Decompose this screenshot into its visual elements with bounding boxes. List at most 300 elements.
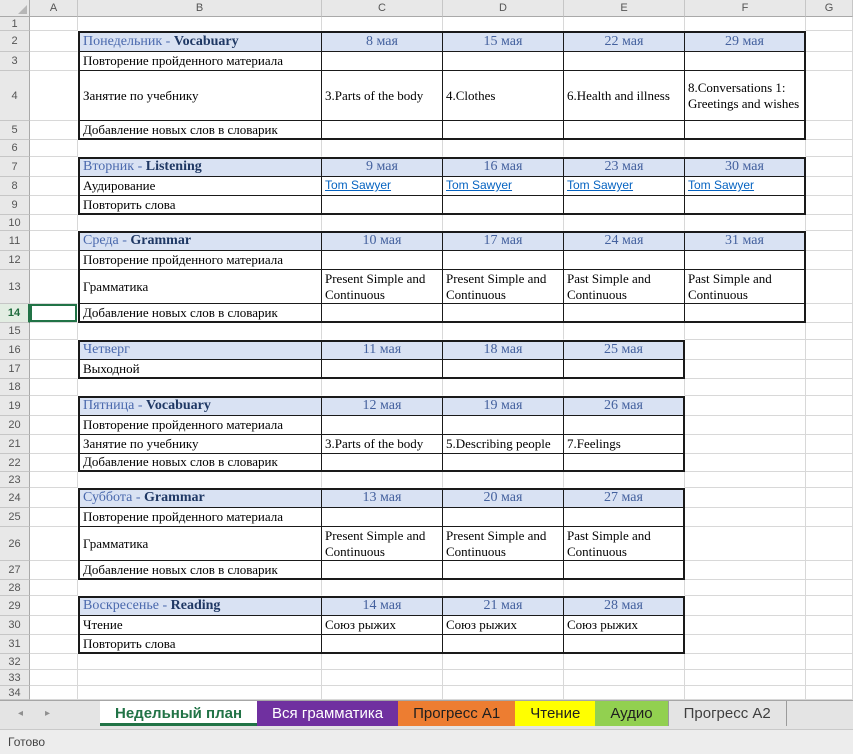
day-title: Пятница: [83, 398, 135, 414]
cell-C17[interactable]: [322, 360, 443, 379]
cell-G33[interactable]: [806, 670, 853, 686]
day-title: Четверг: [83, 342, 130, 358]
task-value-cell[interactable]: 4.Clothes: [443, 71, 564, 121]
cell-B32[interactable]: [78, 654, 322, 670]
tom-sawyer-link[interactable]: Tom Sawyer: [567, 178, 634, 193]
task-value-cell[interactable]: Past Simple and Continuous: [685, 270, 806, 304]
column-header-E[interactable]: E: [564, 0, 685, 17]
cell-F6[interactable]: [685, 140, 806, 157]
cell-A26[interactable]: [30, 527, 78, 561]
cell-E18[interactable]: [564, 379, 685, 396]
row-header-15[interactable]: 15: [0, 323, 30, 340]
row-header-5[interactable]: 5: [0, 121, 30, 140]
cell-A12[interactable]: [30, 251, 78, 270]
cell-A29[interactable]: [30, 596, 78, 616]
cell-D34[interactable]: [443, 686, 564, 700]
cell-F28[interactable]: [685, 580, 806, 596]
tom-sawyer-link[interactable]: Tom Sawyer: [325, 178, 392, 193]
date-header-cell[interactable]: 8 мая: [322, 31, 443, 52]
task-value-cell[interactable]: Союз рыжих: [322, 616, 443, 635]
cell-G15[interactable]: [806, 323, 853, 340]
row-header-4[interactable]: 4: [0, 71, 30, 121]
cell-G13[interactable]: [806, 270, 853, 304]
cell-D20[interactable]: [443, 416, 564, 435]
cell-A8[interactable]: [30, 177, 78, 196]
cell-A4[interactable]: [30, 71, 78, 121]
date-header-cell[interactable]: 16 мая: [443, 157, 564, 177]
date-header-cell[interactable]: 21 мая: [443, 596, 564, 616]
cell-F5[interactable]: [685, 121, 806, 140]
cell-E22[interactable]: [564, 454, 685, 472]
row-header-8[interactable]: 8: [0, 177, 30, 196]
cell-G19[interactable]: [806, 396, 853, 416]
date-header-cell[interactable]: 19 мая: [443, 396, 564, 416]
task-label-cell[interactable]: Повторение пройденного материала: [78, 52, 322, 71]
cell-G26[interactable]: [806, 527, 853, 561]
cell-A19[interactable]: [30, 396, 78, 416]
date-header-cell[interactable]: 27 мая: [564, 488, 685, 508]
cell-D8[interactable]: [443, 177, 564, 196]
cell-F3[interactable]: [685, 52, 806, 71]
cell-B19[interactable]: [78, 396, 322, 416]
cell-B11[interactable]: [78, 231, 322, 251]
cell-F16[interactable]: [685, 340, 806, 360]
cell-E33[interactable]: [564, 670, 685, 686]
cell-F29[interactable]: [685, 596, 806, 616]
cell-D1[interactable]: [443, 17, 564, 31]
cell-F19[interactable]: [685, 396, 806, 416]
cell-E12[interactable]: [564, 251, 685, 270]
cell-E9[interactable]: [564, 196, 685, 215]
date-header-cell[interactable]: 28 мая: [564, 596, 685, 616]
task-value-cell[interactable]: Past Simple and Continuous: [564, 270, 685, 304]
cell-A24[interactable]: [30, 488, 78, 508]
cell-C9[interactable]: [322, 196, 443, 215]
date-header-cell[interactable]: 26 мая: [564, 396, 685, 416]
cell-B29[interactable]: [78, 596, 322, 616]
cell-B1[interactable]: [78, 17, 322, 31]
row-header-21[interactable]: 21: [0, 435, 30, 454]
row-header-13[interactable]: 13: [0, 270, 30, 304]
task-value-cell[interactable]: 3.Parts of the body: [322, 435, 443, 454]
cell-A32[interactable]: [30, 654, 78, 670]
cell-F9[interactable]: [685, 196, 806, 215]
cell-A22[interactable]: [30, 454, 78, 472]
cell-E15[interactable]: [564, 323, 685, 340]
column-header-F[interactable]: F: [685, 0, 806, 17]
row-header-3[interactable]: 3: [0, 52, 30, 71]
date-header-cell[interactable]: 14 мая: [322, 596, 443, 616]
cell-E34[interactable]: [564, 686, 685, 700]
cell-C18[interactable]: [322, 379, 443, 396]
cell-A33[interactable]: [30, 670, 78, 686]
row-header-19[interactable]: 19: [0, 396, 30, 416]
cell-C15[interactable]: [322, 323, 443, 340]
cell-D9[interactable]: [443, 196, 564, 215]
cell-C33[interactable]: [322, 670, 443, 686]
cell-C22[interactable]: [322, 454, 443, 472]
cell-A17[interactable]: [30, 360, 78, 379]
day-title: Вторник: [83, 159, 135, 175]
cell-F32[interactable]: [685, 654, 806, 670]
cell-D10[interactable]: [443, 215, 564, 231]
cell-E28[interactable]: [564, 580, 685, 596]
cell-G31[interactable]: [806, 635, 853, 654]
task-label-cell[interactable]: Выходной: [78, 360, 322, 379]
cell-D3[interactable]: [443, 52, 564, 71]
cell-F23[interactable]: [685, 472, 806, 488]
cell-B34[interactable]: [78, 686, 322, 700]
row-header-2[interactable]: 2: [0, 31, 30, 52]
cell-A25[interactable]: [30, 508, 78, 527]
cell-E25[interactable]: [564, 508, 685, 527]
sheet-tab-2[interactable]: Вся грамматика: [257, 701, 398, 726]
date-header-cell[interactable]: 31 мая: [685, 231, 806, 251]
cell-F14[interactable]: [685, 304, 806, 323]
task-label-cell[interactable]: Чтение: [78, 616, 322, 635]
cell-D27[interactable]: [443, 561, 564, 580]
cell-G12[interactable]: [806, 251, 853, 270]
row-header-7[interactable]: 7: [0, 157, 30, 177]
task-value-cell[interactable]: 6.Health and illness: [564, 71, 685, 121]
column-header-D[interactable]: D: [443, 0, 564, 17]
cell-A11[interactable]: [30, 231, 78, 251]
row-header-17[interactable]: 17: [0, 360, 30, 379]
cell-D23[interactable]: [443, 472, 564, 488]
cell-G6[interactable]: [806, 140, 853, 157]
cell-A20[interactable]: [30, 416, 78, 435]
row-header-30[interactable]: 30: [0, 616, 30, 635]
date-header-cell[interactable]: 30 мая: [685, 157, 806, 177]
column-header-A[interactable]: A: [30, 0, 78, 17]
cell-G14[interactable]: [806, 304, 853, 323]
date-header-cell[interactable]: 29 мая: [685, 31, 806, 52]
tom-sawyer-link[interactable]: Tom Sawyer: [446, 178, 513, 193]
cell-G29[interactable]: [806, 596, 853, 616]
task-label-cell[interactable]: Грамматика: [78, 527, 322, 561]
row-header-32[interactable]: 32: [0, 654, 30, 670]
cell-G8[interactable]: [806, 177, 853, 196]
cell-F8[interactable]: [685, 177, 806, 196]
cell-F27[interactable]: [685, 561, 806, 580]
cell-E32[interactable]: [564, 654, 685, 670]
cell-G2[interactable]: [806, 31, 853, 52]
task-label-cell[interactable]: Занятие по учебнику: [78, 71, 322, 121]
cell-A34[interactable]: [30, 686, 78, 700]
cell-B23[interactable]: [78, 472, 322, 488]
cell-C32[interactable]: [322, 654, 443, 670]
cell-D17[interactable]: [443, 360, 564, 379]
cell-G20[interactable]: [806, 416, 853, 435]
cell-B24[interactable]: [78, 488, 322, 508]
cell-F22[interactable]: [685, 454, 806, 472]
cell-C14[interactable]: [322, 304, 443, 323]
task-label-cell[interactable]: Грамматика: [78, 270, 322, 304]
cell-C12[interactable]: [322, 251, 443, 270]
cell-A27[interactable]: [30, 561, 78, 580]
row-header-9[interactable]: 9: [0, 196, 30, 215]
row-header-16[interactable]: 16: [0, 340, 30, 360]
cell-F10[interactable]: [685, 215, 806, 231]
cell-D15[interactable]: [443, 323, 564, 340]
cell-B7[interactable]: [78, 157, 322, 177]
row-header-18[interactable]: 18: [0, 379, 30, 396]
row-header-24[interactable]: 24: [0, 488, 30, 508]
cell-G17[interactable]: [806, 360, 853, 379]
cell-F33[interactable]: [685, 670, 806, 686]
cell-C8[interactable]: [322, 177, 443, 196]
row-header-25[interactable]: 25: [0, 508, 30, 527]
cell-A16[interactable]: [30, 340, 78, 360]
cell-G16[interactable]: [806, 340, 853, 360]
row-header-27[interactable]: 27: [0, 561, 30, 580]
cell-E8[interactable]: [564, 177, 685, 196]
tom-sawyer-link[interactable]: Tom Sawyer: [688, 178, 755, 193]
cell-F21[interactable]: [685, 435, 806, 454]
row-header-29[interactable]: 29: [0, 596, 30, 616]
cell-D5[interactable]: [443, 121, 564, 140]
cell-G25[interactable]: [806, 508, 853, 527]
sheet-tab-5[interactable]: Аудио: [595, 701, 667, 726]
cell-B10[interactable]: [78, 215, 322, 231]
task-label-cell[interactable]: Повторить слова: [78, 196, 322, 215]
select-all-corner[interactable]: [0, 0, 30, 17]
cell-G11[interactable]: [806, 231, 853, 251]
cell-F24[interactable]: [685, 488, 806, 508]
cell-B15[interactable]: [78, 323, 322, 340]
cell-F31[interactable]: [685, 635, 806, 654]
cell-E10[interactable]: [564, 215, 685, 231]
cell-A2[interactable]: [30, 31, 78, 52]
cell-E3[interactable]: [564, 52, 685, 71]
date-header-cell[interactable]: 17 мая: [443, 231, 564, 251]
cell-F1[interactable]: [685, 17, 806, 31]
cell-A6[interactable]: [30, 140, 78, 157]
row-header-22[interactable]: 22: [0, 454, 30, 472]
cell-E23[interactable]: [564, 472, 685, 488]
subject-title: Grammar: [144, 490, 205, 506]
row-header-6[interactable]: 6: [0, 140, 30, 157]
cell-C3[interactable]: [322, 52, 443, 71]
cell-E31[interactable]: [564, 635, 685, 654]
cell-G32[interactable]: [806, 654, 853, 670]
cell-A1[interactable]: [30, 17, 78, 31]
task-label-cell[interactable]: Аудирование: [78, 177, 322, 196]
cell-G28[interactable]: [806, 580, 853, 596]
cell-B28[interactable]: [78, 580, 322, 596]
task-label-cell[interactable]: Добавление новых слов в словарик: [78, 304, 322, 323]
cell-D12[interactable]: [443, 251, 564, 270]
cell-G3[interactable]: [806, 52, 853, 71]
cell-G34[interactable]: [806, 686, 853, 700]
cell-A9[interactable]: [30, 196, 78, 215]
cell-G1[interactable]: [806, 17, 853, 31]
date-header-cell[interactable]: 12 мая: [322, 396, 443, 416]
date-header-cell[interactable]: 24 мая: [564, 231, 685, 251]
cell-E20[interactable]: [564, 416, 685, 435]
cell-E5[interactable]: [564, 121, 685, 140]
cell-E27[interactable]: [564, 561, 685, 580]
date-header-cell[interactable]: 9 мая: [322, 157, 443, 177]
row-header-33[interactable]: 33: [0, 670, 30, 686]
cell-F34[interactable]: [685, 686, 806, 700]
task-value-cell[interactable]: Present Simple and Continuous: [443, 527, 564, 561]
cell-F15[interactable]: [685, 323, 806, 340]
row-header-11[interactable]: 11: [0, 231, 30, 251]
row-header-1[interactable]: 1: [0, 17, 30, 31]
cell-F17[interactable]: [685, 360, 806, 379]
cell-A28[interactable]: [30, 580, 78, 596]
cell-E14[interactable]: [564, 304, 685, 323]
cell-G5[interactable]: [806, 121, 853, 140]
cell-G10[interactable]: [806, 215, 853, 231]
cell-G24[interactable]: [806, 488, 853, 508]
cell-B6[interactable]: [78, 140, 322, 157]
cell-B18[interactable]: [78, 379, 322, 396]
task-value-cell[interactable]: 7.Feelings: [564, 435, 685, 454]
cell-D32[interactable]: [443, 654, 564, 670]
cell-E17[interactable]: [564, 360, 685, 379]
sheet-tab-1[interactable]: Недельный план: [100, 701, 257, 726]
sheet-nav-right-icon[interactable]: ▸: [45, 708, 51, 719]
cell-C27[interactable]: [322, 561, 443, 580]
row-header-12[interactable]: 12: [0, 251, 30, 270]
cell-E6[interactable]: [564, 140, 685, 157]
cell-G4[interactable]: [806, 71, 853, 121]
cell-C31[interactable]: [322, 635, 443, 654]
title-separator: -: [134, 398, 147, 414]
date-header-cell[interactable]: 13 мая: [322, 488, 443, 508]
cell-G7[interactable]: [806, 157, 853, 177]
date-header-cell[interactable]: 20 мая: [443, 488, 564, 508]
cell-C1[interactable]: [322, 17, 443, 31]
cell-B33[interactable]: [78, 670, 322, 686]
row-header-31[interactable]: 31: [0, 635, 30, 654]
sheet-tab-4[interactable]: Чтение: [515, 701, 595, 726]
task-label-cell[interactable]: Повторение пройденного материала: [78, 508, 322, 527]
subject-title: Grammar: [130, 233, 192, 249]
cell-G21[interactable]: [806, 435, 853, 454]
sheet-tab-6[interactable]: Прогресс А2: [668, 701, 787, 726]
title-separator: -: [118, 233, 131, 249]
cell-A21[interactable]: [30, 435, 78, 454]
date-header-cell[interactable]: 10 мая: [322, 231, 443, 251]
cell-A15[interactable]: [30, 323, 78, 340]
row-header-28[interactable]: 28: [0, 580, 30, 596]
cell-A18[interactable]: [30, 379, 78, 396]
cell-C6[interactable]: [322, 140, 443, 157]
row-header-14[interactable]: 14: [0, 304, 30, 323]
cell-B16[interactable]: [78, 340, 322, 360]
cell-D14[interactable]: [443, 304, 564, 323]
row-header-26[interactable]: 26: [0, 527, 30, 561]
cell-D31[interactable]: [443, 635, 564, 654]
row-header-20[interactable]: 20: [0, 416, 30, 435]
cell-A7[interactable]: [30, 157, 78, 177]
task-label-cell[interactable]: Добавление новых слов в словарик: [78, 454, 322, 472]
cell-D6[interactable]: [443, 140, 564, 157]
cell-A5[interactable]: [30, 121, 78, 140]
task-label-cell[interactable]: Повторение пройденного материала: [78, 251, 322, 270]
sheet-tab-3[interactable]: Прогресс А1: [398, 701, 515, 726]
cell-A31[interactable]: [30, 635, 78, 654]
cell-D18[interactable]: [443, 379, 564, 396]
task-value-cell[interactable]: 8.Conversations 1: Greetings and wishes: [685, 71, 806, 121]
cell-A30[interactable]: [30, 616, 78, 635]
cell-F25[interactable]: [685, 508, 806, 527]
cell-C25[interactable]: [322, 508, 443, 527]
task-value-cell[interactable]: 3.Parts of the body: [322, 71, 443, 121]
row-header-10[interactable]: 10: [0, 215, 30, 231]
column-header-C[interactable]: C: [322, 0, 443, 17]
task-value-cell[interactable]: Present Simple and Continuous: [322, 527, 443, 561]
cell-G22[interactable]: [806, 454, 853, 472]
cell-D25[interactable]: [443, 508, 564, 527]
cell-D22[interactable]: [443, 454, 564, 472]
task-label-cell[interactable]: Повторить слова: [78, 635, 322, 654]
date-header-cell[interactable]: 25 мая: [564, 340, 685, 360]
cell-B2[interactable]: [78, 31, 322, 52]
task-value-cell[interactable]: 5.Describing people: [443, 435, 564, 454]
task-label-cell[interactable]: Добавление новых слов в словарик: [78, 121, 322, 140]
cell-G27[interactable]: [806, 561, 853, 580]
date-header-cell[interactable]: 22 мая: [564, 31, 685, 52]
cell-D28[interactable]: [443, 580, 564, 596]
cell-E1[interactable]: [564, 17, 685, 31]
cell-F20[interactable]: [685, 416, 806, 435]
cell-C34[interactable]: [322, 686, 443, 700]
cell-C20[interactable]: [322, 416, 443, 435]
cell-G23[interactable]: [806, 472, 853, 488]
date-header-cell[interactable]: 15 мая: [443, 31, 564, 52]
column-header-G[interactable]: G: [806, 0, 853, 17]
date-header-cell[interactable]: 18 мая: [443, 340, 564, 360]
cell-A23[interactable]: [30, 472, 78, 488]
task-value-cell[interactable]: Союз рыжих: [564, 616, 685, 635]
cell-G9[interactable]: [806, 196, 853, 215]
date-header-cell[interactable]: 23 мая: [564, 157, 685, 177]
row-header-34[interactable]: 34: [0, 686, 30, 700]
cell-G18[interactable]: [806, 379, 853, 396]
cell-D33[interactable]: [443, 670, 564, 686]
row-header-23[interactable]: 23: [0, 472, 30, 488]
task-value-cell[interactable]: Союз рыжих: [443, 616, 564, 635]
cell-F18[interactable]: [685, 379, 806, 396]
cell-F12[interactable]: [685, 251, 806, 270]
column-header-B[interactable]: B: [78, 0, 322, 17]
task-value-cell[interactable]: Present Simple and Continuous: [322, 270, 443, 304]
task-label-cell[interactable]: Добавление новых слов в словарик: [78, 561, 322, 580]
cell-C28[interactable]: [322, 580, 443, 596]
cell-F30[interactable]: [685, 616, 806, 635]
task-label-cell[interactable]: Повторение пройденного материала: [78, 416, 322, 435]
sheet-nav-left-icon[interactable]: ◂: [18, 708, 24, 719]
cell-C5[interactable]: [322, 121, 443, 140]
task-label-cell[interactable]: Занятие по учебнику: [78, 435, 322, 454]
task-value-cell[interactable]: Present Simple and Continuous: [443, 270, 564, 304]
cell-C10[interactable]: [322, 215, 443, 231]
cell-F26[interactable]: [685, 527, 806, 561]
date-header-cell[interactable]: 11 мая: [322, 340, 443, 360]
cell-A13[interactable]: [30, 270, 78, 304]
cell-C23[interactable]: [322, 472, 443, 488]
cell-A3[interactable]: [30, 52, 78, 71]
task-value-cell[interactable]: Past Simple and Continuous: [564, 527, 685, 561]
cell-G30[interactable]: [806, 616, 853, 635]
cell-A14[interactable]: [30, 304, 78, 323]
cell-A10[interactable]: [30, 215, 78, 231]
subject-title: Vocabuary: [146, 398, 211, 414]
